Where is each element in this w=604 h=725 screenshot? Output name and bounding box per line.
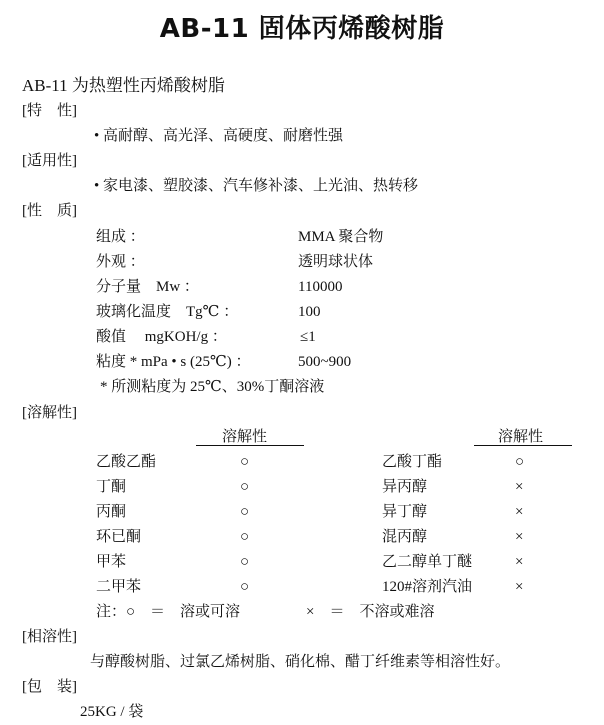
- col-header-underline: [196, 445, 304, 446]
- section-heading-packaging: [包 装]: [22, 679, 77, 695]
- section-heading-solubility: [溶解性]: [22, 405, 77, 421]
- applications-text: • 家电漆、塑胶漆、汽车修补漆、上光油、热转移: [94, 178, 419, 194]
- solubility-mark: ○: [240, 479, 250, 495]
- solubility-mark: ×: [515, 479, 524, 495]
- property-label: 外观 ：: [96, 254, 145, 270]
- solubility-mark: ×: [515, 579, 524, 595]
- solvent-name: 乙酸乙酯: [96, 454, 157, 470]
- solvent-name: 乙酸丁酯: [382, 454, 443, 470]
- solubility-mark: ×: [515, 554, 524, 570]
- solvent-name: 120#溶剂汽油: [382, 579, 473, 595]
- subtitle: AB-11 为热塑性丙烯酸树脂: [22, 76, 225, 95]
- solubility-mark: ×: [515, 529, 524, 545]
- solubility-mark: ○: [240, 504, 250, 520]
- property-label: 玻璃化温度 Tg℃ ：: [96, 304, 239, 320]
- solubility-legend-soluble: 注：○ ＝ 溶或可溶: [96, 604, 241, 620]
- compatibility-text: 与醇酸树脂、过氯乙烯树脂、硝化棉、醋丁纤维素等相溶性好。: [90, 654, 511, 670]
- section-heading-features: [特 性]: [22, 103, 77, 119]
- viscosity-note: * 所测粘度为 25℃、30%丁酮溶液: [100, 379, 325, 395]
- section-heading-applications: [适用性]: [22, 153, 77, 169]
- solvent-name: 乙二醇单丁醚: [382, 554, 473, 570]
- solubility-mark: ○: [515, 454, 525, 470]
- features-text: • 高耐醇、高光泽、高硬度、耐磨性强: [94, 128, 344, 144]
- property-value: MMA 聚合物: [298, 229, 384, 245]
- property-label: 酸值 mgKOH/g ：: [96, 329, 227, 345]
- solubility-mark: ○: [240, 529, 250, 545]
- solvent-name: 异丁醇: [382, 504, 428, 520]
- solvent-name: 混丙醇: [382, 529, 428, 545]
- solubility-mark: ×: [515, 504, 524, 520]
- solubility-col-header-left: 溶解性: [222, 429, 268, 445]
- property-value: ≤1: [300, 329, 316, 345]
- property-value: 100: [298, 304, 321, 320]
- property-label: 粘度 * mPa • s (25℃) ：: [96, 354, 251, 370]
- property-value: 500~900: [298, 354, 352, 370]
- property-value: 110000: [298, 279, 343, 295]
- section-heading-compatibility: [相溶性]: [22, 629, 77, 645]
- solubility-mark: ○: [240, 579, 250, 595]
- property-label: 分子量 Mw ：: [96, 279, 199, 295]
- packaging-text: 25KG / 袋: [80, 704, 144, 720]
- property-label: 组成 ：: [96, 229, 145, 245]
- solvent-name: 丁酮: [96, 479, 127, 495]
- solubility-mark: ○: [240, 454, 250, 470]
- solubility-legend-insoluble: × ＝ 不溶或难溶: [306, 604, 435, 620]
- solvent-name: 异丙醇: [382, 479, 428, 495]
- col-header-underline: [474, 445, 572, 446]
- solvent-name: 环已酮: [96, 529, 142, 545]
- solvent-name: 丙酮: [96, 504, 127, 520]
- solvent-name: 甲苯: [96, 554, 127, 570]
- solvent-name: 二甲苯: [96, 579, 142, 595]
- solubility-col-header-right: 溶解性: [498, 429, 544, 445]
- document-title: AB-11 固体丙烯酸树脂: [159, 14, 445, 44]
- section-heading-properties: [性 质]: [22, 203, 77, 219]
- property-value: 透明球状体: [298, 254, 374, 270]
- solubility-mark: ○: [240, 554, 250, 570]
